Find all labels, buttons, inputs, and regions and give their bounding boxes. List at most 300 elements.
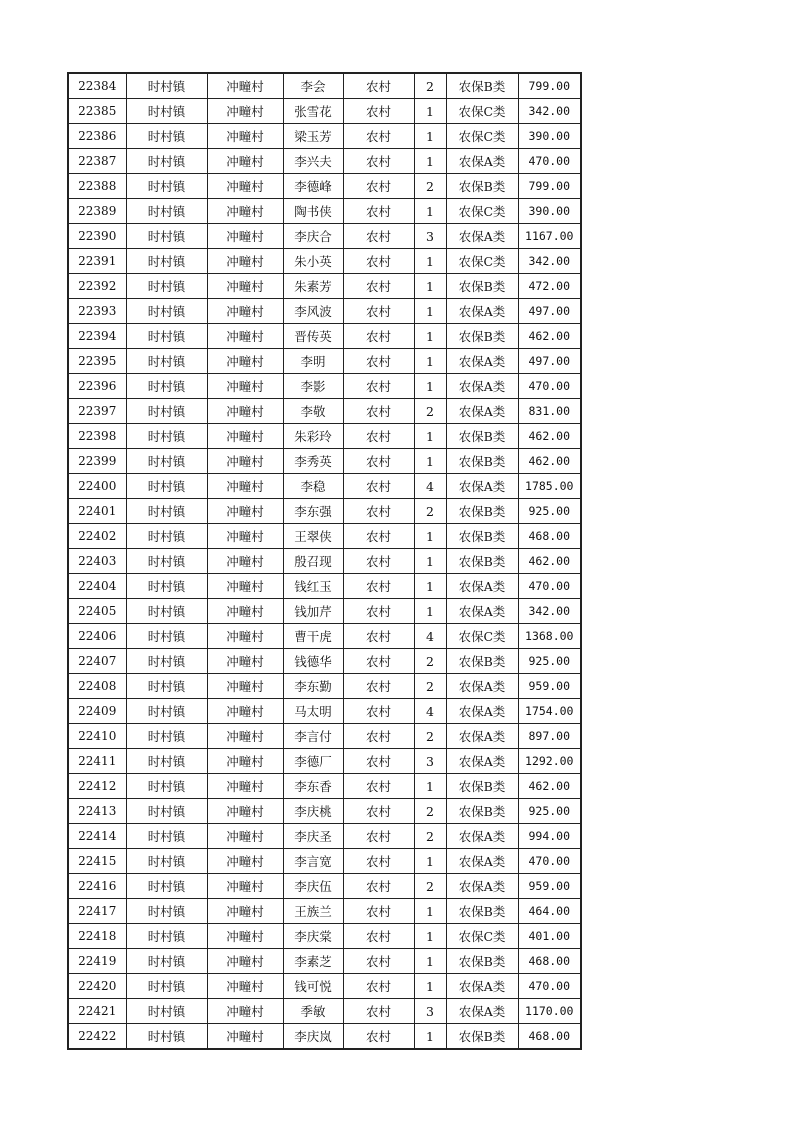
cell-village: 冲疃村 [207,824,283,849]
cell-household-type: 农村 [343,324,414,349]
cell-amount: 470.00 [518,574,581,599]
cell-name: 李会 [283,73,343,99]
cell-insurance-category: 农保B类 [446,174,518,199]
cell-name: 李明 [283,349,343,374]
cell-amount: 464.00 [518,899,581,924]
cell-household-type: 农村 [343,249,414,274]
cell-village: 冲疃村 [207,249,283,274]
cell-person-count: 1 [414,124,446,149]
cell-person-count: 4 [414,699,446,724]
cell-id: 22387 [68,149,126,174]
cell-household-type: 农村 [343,174,414,199]
cell-person-count: 1 [414,149,446,174]
cell-village: 冲疃村 [207,774,283,799]
cell-id: 22406 [68,624,126,649]
cell-person-count: 1 [414,374,446,399]
cell-town: 时村镇 [126,149,207,174]
cell-amount: 470.00 [518,974,581,999]
cell-insurance-category: 农保B类 [446,73,518,99]
cell-village: 冲疃村 [207,574,283,599]
cell-person-count: 1 [414,99,446,124]
cell-person-count: 1 [414,424,446,449]
cell-id: 22412 [68,774,126,799]
table-row [68,574,581,599]
cell-town: 时村镇 [126,599,207,624]
cell-insurance-category: 农保A类 [446,974,518,999]
cell-household-type: 农村 [343,524,414,549]
cell-amount: 462.00 [518,324,581,349]
cell-name: 马太明 [283,699,343,724]
cell-town: 时村镇 [126,199,207,224]
cell-person-count: 1 [414,274,446,299]
cell-id: 22417 [68,899,126,924]
table-row [68,774,581,799]
cell-insurance-category: 农保A类 [446,299,518,324]
cell-person-count: 2 [414,399,446,424]
cell-village: 冲疃村 [207,649,283,674]
cell-amount: 799.00 [518,174,581,199]
cell-household-type: 农村 [343,924,414,949]
table-row [68,649,581,674]
cell-household-type: 农村 [343,1024,414,1050]
cell-person-count: 1 [414,349,446,374]
cell-amount: 497.00 [518,349,581,374]
cell-household-type: 农村 [343,224,414,249]
table-row [68,549,581,574]
cell-id: 22396 [68,374,126,399]
cell-household-type: 农村 [343,574,414,599]
cell-amount: 994.00 [518,824,581,849]
cell-town: 时村镇 [126,399,207,424]
cell-amount: 959.00 [518,674,581,699]
cell-household-type: 农村 [343,949,414,974]
cell-insurance-category: 农保A类 [446,849,518,874]
cell-name: 朱素芳 [283,274,343,299]
cell-amount: 342.00 [518,599,581,624]
cell-name: 李德峰 [283,174,343,199]
cell-name: 钱可悦 [283,974,343,999]
cell-person-count: 1 [414,549,446,574]
cell-id: 22384 [68,73,126,99]
cell-household-type: 农村 [343,424,414,449]
table-row [68,349,581,374]
cell-amount: 1368.00 [518,624,581,649]
cell-household-type: 农村 [343,549,414,574]
cell-id: 22400 [68,474,126,499]
cell-amount: 497.00 [518,299,581,324]
cell-village: 冲疃村 [207,274,283,299]
cell-person-count: 1 [414,324,446,349]
cell-household-type: 农村 [343,449,414,474]
cell-village: 冲疃村 [207,849,283,874]
table-row [68,324,581,349]
cell-town: 时村镇 [126,124,207,149]
table-row [68,474,581,499]
table-row [68,849,581,874]
cell-household-type: 农村 [343,624,414,649]
cell-person-count: 1 [414,774,446,799]
cell-name: 李庆岚 [283,1024,343,1050]
cell-id: 22422 [68,1024,126,1050]
cell-village: 冲疃村 [207,124,283,149]
cell-id: 22409 [68,699,126,724]
cell-amount: 468.00 [518,1024,581,1050]
cell-name: 李风波 [283,299,343,324]
cell-household-type: 农村 [343,274,414,299]
cell-household-type: 农村 [343,674,414,699]
table-row [68,799,581,824]
cell-insurance-category: 农保B类 [446,324,518,349]
cell-id: 22405 [68,599,126,624]
cell-id: 22399 [68,449,126,474]
cell-insurance-category: 农保A类 [446,749,518,774]
cell-town: 时村镇 [126,674,207,699]
table-row [68,874,581,899]
cell-name: 李庆棠 [283,924,343,949]
cell-person-count: 2 [414,674,446,699]
cell-amount: 468.00 [518,949,581,974]
cell-amount: 1170.00 [518,999,581,1024]
cell-town: 时村镇 [126,624,207,649]
cell-town: 时村镇 [126,924,207,949]
cell-person-count: 2 [414,824,446,849]
cell-name: 张雪花 [283,99,343,124]
cell-town: 时村镇 [126,549,207,574]
cell-name: 李东香 [283,774,343,799]
cell-town: 时村镇 [126,99,207,124]
cell-insurance-category: 农保A类 [446,399,518,424]
cell-person-count: 1 [414,924,446,949]
cell-insurance-category: 农保B类 [446,274,518,299]
cell-amount: 925.00 [518,499,581,524]
cell-village: 冲疃村 [207,349,283,374]
cell-village: 冲疃村 [207,73,283,99]
cell-household-type: 农村 [343,774,414,799]
cell-id: 22418 [68,924,126,949]
cell-name: 李德厂 [283,749,343,774]
cell-name: 李秀英 [283,449,343,474]
cell-town: 时村镇 [126,324,207,349]
cell-name: 梁玉芳 [283,124,343,149]
table-row [68,174,581,199]
cell-village: 冲疃村 [207,399,283,424]
cell-village: 冲疃村 [207,949,283,974]
cell-insurance-category: 农保A类 [446,149,518,174]
cell-town: 时村镇 [126,649,207,674]
cell-person-count: 2 [414,724,446,749]
cell-insurance-category: 农保B类 [446,449,518,474]
cell-town: 时村镇 [126,1024,207,1050]
cell-id: 22393 [68,299,126,324]
cell-id: 22397 [68,399,126,424]
cell-name: 王族兰 [283,899,343,924]
cell-id: 22410 [68,724,126,749]
table-row [68,899,581,924]
cell-amount: 799.00 [518,73,581,99]
table-row [68,124,581,149]
cell-id: 22404 [68,574,126,599]
cell-insurance-category: 农保B类 [446,799,518,824]
table-row [68,624,581,649]
cell-name: 李稳 [283,474,343,499]
cell-village: 冲疃村 [207,174,283,199]
cell-amount: 897.00 [518,724,581,749]
cell-household-type: 农村 [343,649,414,674]
cell-insurance-category: 农保A类 [446,574,518,599]
cell-town: 时村镇 [126,999,207,1024]
cell-village: 冲疃村 [207,499,283,524]
table-row [68,749,581,774]
table-row [68,999,581,1024]
cell-town: 时村镇 [126,374,207,399]
cell-id: 22408 [68,674,126,699]
cell-person-count: 1 [414,1024,446,1050]
table-row [68,949,581,974]
cell-name: 李兴夫 [283,149,343,174]
cell-village: 冲疃村 [207,799,283,824]
cell-id: 22390 [68,224,126,249]
cell-household-type: 农村 [343,699,414,724]
cell-insurance-category: 农保A类 [446,474,518,499]
cell-id: 22416 [68,874,126,899]
cell-id: 22402 [68,524,126,549]
cell-id: 22389 [68,199,126,224]
cell-person-count: 1 [414,974,446,999]
cell-amount: 1167.00 [518,224,581,249]
table-row [68,924,581,949]
cell-town: 时村镇 [126,474,207,499]
cell-household-type: 农村 [343,349,414,374]
cell-village: 冲疃村 [207,549,283,574]
cell-name: 李东勤 [283,674,343,699]
cell-village: 冲疃村 [207,324,283,349]
cell-insurance-category: 农保A类 [446,374,518,399]
cell-household-type: 农村 [343,399,414,424]
cell-insurance-category: 农保A类 [446,874,518,899]
table-row [68,299,581,324]
cell-amount: 462.00 [518,424,581,449]
cell-amount: 925.00 [518,649,581,674]
cell-town: 时村镇 [126,899,207,924]
cell-insurance-category: 农保A类 [446,349,518,374]
cell-id: 22398 [68,424,126,449]
cell-town: 时村镇 [126,699,207,724]
cell-person-count: 1 [414,249,446,274]
cell-village: 冲疃村 [207,474,283,499]
cell-village: 冲疃村 [207,874,283,899]
cell-id: 22420 [68,974,126,999]
cell-amount: 462.00 [518,774,581,799]
cell-person-count: 1 [414,299,446,324]
cell-household-type: 农村 [343,599,414,624]
cell-town: 时村镇 [126,449,207,474]
cell-town: 时村镇 [126,574,207,599]
cell-amount: 1754.00 [518,699,581,724]
cell-id: 22421 [68,999,126,1024]
cell-household-type: 农村 [343,749,414,774]
cell-village: 冲疃村 [207,899,283,924]
table-row [68,374,581,399]
cell-village: 冲疃村 [207,999,283,1024]
cell-household-type: 农村 [343,299,414,324]
cell-town: 时村镇 [126,524,207,549]
table-row [68,1024,581,1050]
cell-name: 李庆合 [283,224,343,249]
cell-person-count: 4 [414,624,446,649]
cell-amount: 401.00 [518,924,581,949]
cell-amount: 342.00 [518,99,581,124]
cell-household-type: 农村 [343,499,414,524]
cell-insurance-category: 农保A类 [446,724,518,749]
table-row [68,524,581,549]
cell-name: 李庆桃 [283,799,343,824]
cell-village: 冲疃村 [207,674,283,699]
cell-household-type: 农村 [343,724,414,749]
cell-person-count: 2 [414,799,446,824]
cell-household-type: 农村 [343,124,414,149]
cell-amount: 470.00 [518,849,581,874]
cell-name: 李东强 [283,499,343,524]
cell-village: 冲疃村 [207,524,283,549]
cell-amount: 468.00 [518,524,581,549]
cell-person-count: 1 [414,199,446,224]
cell-name: 李庆圣 [283,824,343,849]
cell-town: 时村镇 [126,824,207,849]
cell-name: 李敬 [283,399,343,424]
cell-insurance-category: 农保A类 [446,699,518,724]
cell-person-count: 2 [414,73,446,99]
cell-village: 冲疃村 [207,924,283,949]
cell-name: 晋传英 [283,324,343,349]
cell-village: 冲疃村 [207,724,283,749]
table-row [68,674,581,699]
cell-name: 王翠侠 [283,524,343,549]
table-body [68,73,581,1049]
cell-insurance-category: 农保B类 [446,649,518,674]
cell-person-count: 2 [414,499,446,524]
cell-insurance-category: 农保C类 [446,249,518,274]
cell-id: 22401 [68,499,126,524]
cell-amount: 390.00 [518,124,581,149]
cell-insurance-category: 农保B类 [446,1024,518,1050]
cell-village: 冲疃村 [207,624,283,649]
cell-id: 22388 [68,174,126,199]
cell-town: 时村镇 [126,224,207,249]
cell-name: 李影 [283,374,343,399]
cell-town: 时村镇 [126,949,207,974]
cell-id: 22414 [68,824,126,849]
table-row [68,274,581,299]
cell-village: 冲疃村 [207,699,283,724]
table-row [68,699,581,724]
cell-id: 22413 [68,799,126,824]
cell-insurance-category: 农保A类 [446,224,518,249]
cell-village: 冲疃村 [207,224,283,249]
cell-person-count: 3 [414,749,446,774]
cell-village: 冲疃村 [207,599,283,624]
cell-id: 22394 [68,324,126,349]
cell-person-count: 3 [414,224,446,249]
cell-amount: 925.00 [518,799,581,824]
cell-insurance-category: 农保B类 [446,499,518,524]
cell-town: 时村镇 [126,799,207,824]
cell-amount: 462.00 [518,449,581,474]
table-row [68,449,581,474]
cell-town: 时村镇 [126,73,207,99]
cell-insurance-category: 农保B类 [446,949,518,974]
cell-town: 时村镇 [126,499,207,524]
table-row [68,399,581,424]
table-row [68,424,581,449]
cell-town: 时村镇 [126,974,207,999]
cell-insurance-category: 农保C类 [446,924,518,949]
cell-village: 冲疃村 [207,299,283,324]
cell-town: 时村镇 [126,774,207,799]
cell-person-count: 2 [414,649,446,674]
cell-town: 时村镇 [126,749,207,774]
cell-amount: 1785.00 [518,474,581,499]
cell-village: 冲疃村 [207,424,283,449]
table-row [68,599,581,624]
cell-name: 李言宽 [283,849,343,874]
cell-id: 22411 [68,749,126,774]
cell-id: 22395 [68,349,126,374]
cell-household-type: 农村 [343,999,414,1024]
cell-village: 冲疃村 [207,199,283,224]
cell-insurance-category: 农保B类 [446,524,518,549]
cell-insurance-category: 农保B类 [446,774,518,799]
cell-amount: 1292.00 [518,749,581,774]
cell-person-count: 1 [414,949,446,974]
cell-town: 时村镇 [126,174,207,199]
cell-amount: 472.00 [518,274,581,299]
cell-household-type: 农村 [343,149,414,174]
table-row [68,974,581,999]
cell-id: 22386 [68,124,126,149]
cell-name: 朱小英 [283,249,343,274]
cell-household-type: 农村 [343,974,414,999]
cell-village: 冲疃村 [207,749,283,774]
table-row [68,149,581,174]
cell-village: 冲疃村 [207,374,283,399]
table-row [68,824,581,849]
cell-amount: 470.00 [518,374,581,399]
cell-household-type: 农村 [343,474,414,499]
cell-village: 冲疃村 [207,99,283,124]
table-row [68,224,581,249]
cell-town: 时村镇 [126,274,207,299]
cell-insurance-category: 农保B类 [446,424,518,449]
cell-name: 钱红玉 [283,574,343,599]
cell-amount: 390.00 [518,199,581,224]
cell-household-type: 农村 [343,199,414,224]
cell-village: 冲疃村 [207,974,283,999]
cell-insurance-category: 农保C类 [446,124,518,149]
cell-amount: 470.00 [518,149,581,174]
cell-name: 陶书侠 [283,199,343,224]
cell-person-count: 2 [414,174,446,199]
cell-person-count: 1 [414,449,446,474]
cell-person-count: 1 [414,524,446,549]
cell-name: 李素芝 [283,949,343,974]
cell-name: 钱加芹 [283,599,343,624]
cell-insurance-category: 农保C类 [446,199,518,224]
cell-insurance-category: 农保A类 [446,824,518,849]
cell-town: 时村镇 [126,249,207,274]
cell-village: 冲疃村 [207,449,283,474]
cell-insurance-category: 农保C类 [446,99,518,124]
cell-insurance-category: 农保A类 [446,999,518,1024]
